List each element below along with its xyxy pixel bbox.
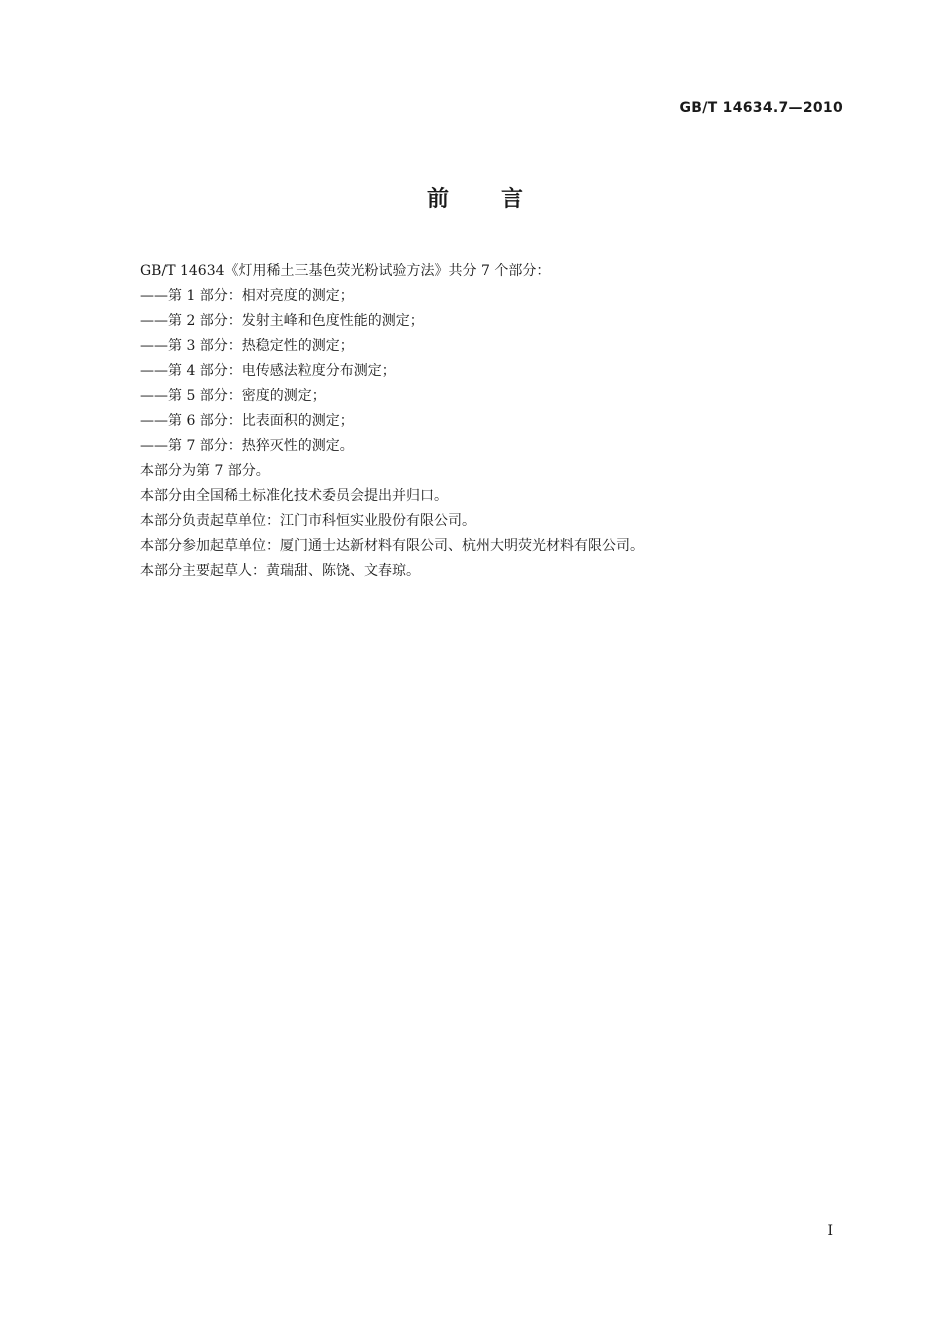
standard-code: GB/T 14634.7—2010 [679,100,843,116]
page-number: I [827,1223,833,1239]
paragraph-line: 本部分由全国稀土标准化技术委员会提出并归口。 [140,488,448,504]
page-title: 前言 [426,187,575,212]
part-list-item: ——第 3 部分：热稳定性的测定； [140,338,354,354]
paragraph-line: 本部分为第 7 部分。 [140,463,270,479]
part-list-item: ——第 5 部分：密度的测定； [140,388,326,404]
part-list-item: ——第 6 部分：比表面积的测定； [140,413,354,429]
part-list-item: ——第 1 部分：相对亮度的测定； [140,288,354,304]
paragraph-line: 本部分负责起草单位：江门市科恒实业股份有限公司。 [140,513,476,529]
paragraph-line: 本部分参加起草单位：厦门通士达新材料有限公司、杭州大明荧光材料有限公司。 [140,538,644,554]
part-list-item: ——第 2 部分：发射主峰和色度性能的测定； [140,313,424,329]
part-list-item: ——第 7 部分：热猝灭性的测定。 [140,438,354,454]
foreword-intro-line: GB/T 14634《灯用稀土三基色荧光粉试验方法》共分 7 个部分： [140,263,551,279]
paragraph-line: 本部分主要起草人：黄瑞甜、陈饶、文春琼。 [140,563,420,579]
part-list-item: ——第 4 部分：电传感法粒度分布测定； [140,363,396,379]
foreword-body [140,259,840,584]
